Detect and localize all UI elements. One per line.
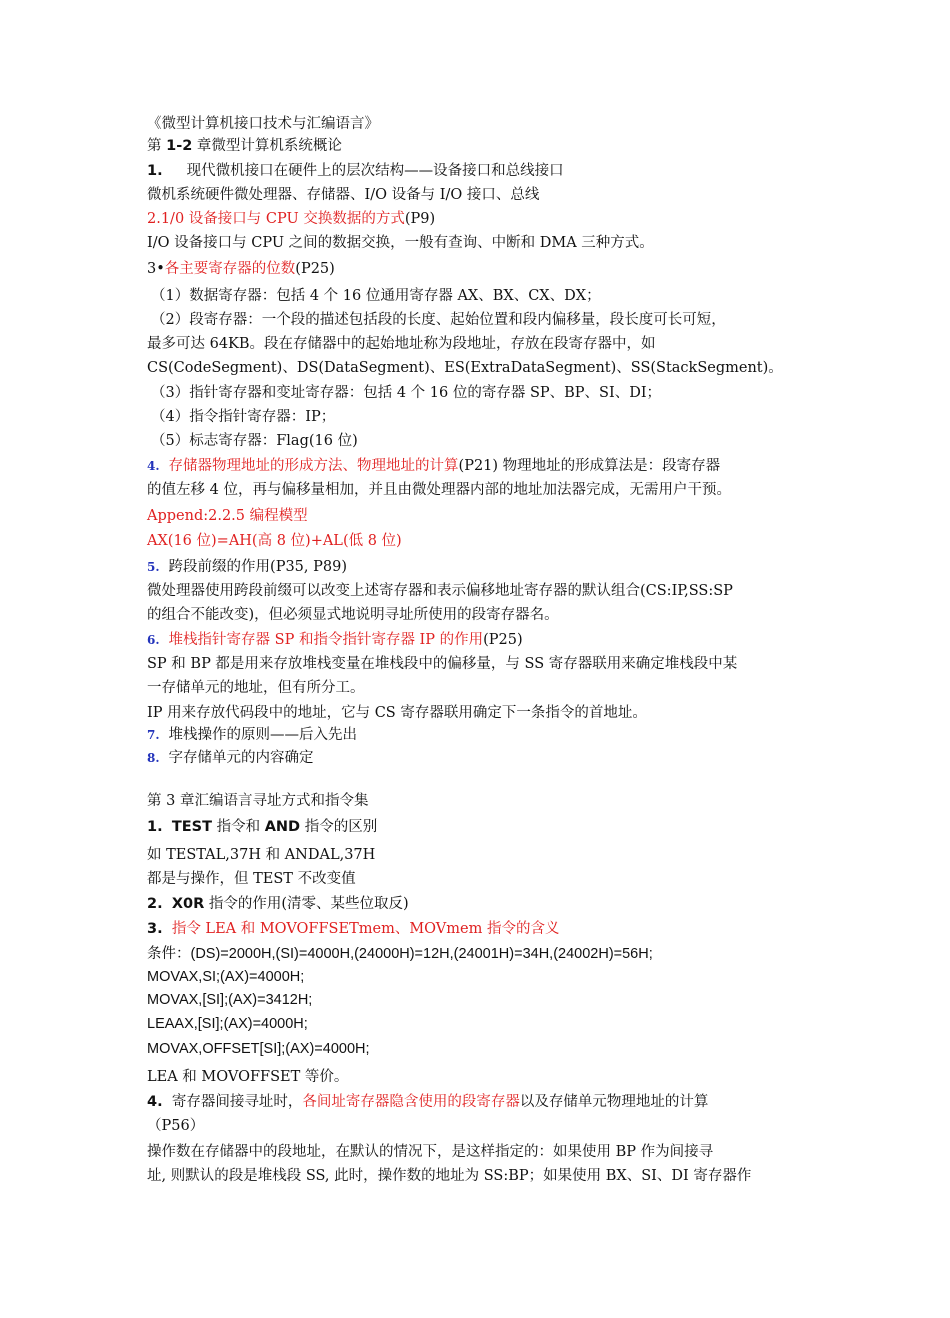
chapter-prefix: 第 bbox=[147, 138, 167, 154]
section-number: 4. bbox=[147, 459, 160, 473]
item-number: 3. bbox=[147, 921, 163, 937]
section-6-body-ip: IP 用来存放代码段中的地址，它与 CS 寄存器联用确定下一条指令的首地址。 bbox=[147, 705, 647, 721]
section-6-body-cont: 一存储单元的地址，但有所分工。 bbox=[147, 680, 365, 696]
section-number: 6. bbox=[147, 633, 160, 647]
page-ref: (P25) bbox=[295, 261, 335, 277]
item-text: 指令的作用(清零、某些位取反) bbox=[204, 896, 409, 912]
section-title: 堆栈指针寄存器 SP 和指令指针寄存器 IP 的作用 bbox=[168, 632, 484, 648]
section-6-body: SP 和 BP 都是用来存放堆栈变量在堆栈段中的偏移量，与 SS 寄存器联用来确定堆栈段中某 bbox=[147, 656, 738, 672]
section-text: (P21) 物理地址的形成算法是：段寄存器 bbox=[458, 458, 721, 474]
register-item-4: （4）指令指针寄存器：IP； bbox=[151, 409, 336, 425]
section-number: 1. bbox=[147, 163, 163, 179]
section-2-body: I/O 设备接口与 CPU 之间的数据交换，一般有查询、中断和 DMA 三种方式。 bbox=[147, 235, 654, 251]
item-keyword: X0R bbox=[171, 896, 205, 912]
code-line-2: MOVAX,[SI];(AX)=3412H; bbox=[147, 992, 313, 1008]
section-8-heading bbox=[147, 748, 314, 768]
section-number: 8. bbox=[147, 751, 160, 765]
item-3-conclusion: LEA 和 MOVOFFSET 等价。 bbox=[147, 1069, 349, 1085]
section-number: 5. bbox=[147, 560, 160, 574]
register-item-3: （3）指针寄存器和变址寄存器：包括 4 个 16 位的寄存器 SP、BP、SI、DI； bbox=[151, 385, 662, 401]
register-item-2: （2）段寄存器：一个段的描述包括段的长度、起始位置和段内偏移量，段长度可长可短， bbox=[151, 312, 726, 328]
item-text-red: 各间址寄存器隐含使用的段寄存器 bbox=[302, 1094, 520, 1110]
code-line-4: MOVAX,OFFSET[SI];(AX)=4000H; bbox=[147, 1041, 370, 1057]
item-1-heading bbox=[147, 817, 377, 837]
code-line-3: LEAAX,[SI];(AX)=4000H; bbox=[147, 1016, 308, 1032]
section-7-heading bbox=[147, 725, 357, 745]
item-2-heading bbox=[147, 894, 409, 914]
append-formula: AX(16 位)=AH(高 8 位)+AL(低 8 位) bbox=[147, 533, 402, 549]
section-number: 7. bbox=[147, 728, 160, 742]
item-4-heading bbox=[147, 1092, 708, 1112]
section-1-heading bbox=[147, 161, 564, 181]
register-item-2-cont: 最多可达 64KB。段在存储器中的起始地址称为段地址，存放在段寄存器中，如 bbox=[147, 336, 656, 352]
section-6-heading bbox=[147, 630, 523, 650]
page-ref: (P9) bbox=[404, 211, 436, 227]
chapter-suffix: 章汇编语言寻址方式和指令集 bbox=[175, 793, 369, 809]
section-title: 存储器物理地址的形成方法、物理地址的计算 bbox=[168, 458, 459, 474]
item-4-body-cont: 址, 则默认的段是堆栈段 SS, 此时，操作数的地址为 SS:BP；如果使用 BX、SI、DI 寄存器作 bbox=[147, 1168, 752, 1184]
chapter-prefix: 第 bbox=[147, 793, 167, 809]
section-5-heading bbox=[147, 557, 347, 577]
item-1-body-cont: 都是与操作，但 TEST 不改变值 bbox=[147, 871, 356, 887]
code-line-1: MOVAX,SI;(AX)=4000H; bbox=[147, 969, 305, 985]
chapter-suffix: 章微型计算机系统概论 bbox=[192, 138, 342, 154]
register-item-2-cont2: CS(CodeSegment)、DS(DataSegment)、ES(ExtraDataSegment)、SS(StackSegment)。 bbox=[147, 360, 783, 376]
item-text: 指令 LEA 和 MOVOFFSETmem、MOVmem 指令的含义 bbox=[171, 921, 560, 937]
item-number: 4. bbox=[147, 1094, 163, 1110]
register-item-1: （1）数据寄存器：包括 4 个 16 位通用寄存器 AX、BX、CX、DX； bbox=[151, 288, 601, 304]
section-5-body: 微处理器使用跨段前缀可以改变上述寄存器和表示偏移地址寄存器的默认组合(CS:IP,SS:SP bbox=[147, 583, 733, 599]
item-1-body: 如 TESTAL,37H 和 ANDAL,37H bbox=[147, 847, 376, 863]
item-text: 指令和 bbox=[211, 819, 265, 835]
section-title: 各主要寄存器的位数 bbox=[164, 261, 296, 277]
chapter-number: 3 bbox=[166, 793, 176, 809]
item-number: 1. bbox=[147, 819, 163, 835]
section-title: 2.1/0 设备接口与 CPU 交换数据的方式 bbox=[147, 211, 405, 227]
item-3-condition: 条件：(DS)=2000H,(SI)=4000H,(24000H)=12H,(24001H)=34H,(24002H)=56H; bbox=[147, 946, 653, 962]
section-1-body: 微机系统硬件微处理器、存储器、I/O 设备与 I/O 接口、总线 bbox=[147, 187, 540, 203]
section-title: 现代微机接口在硬件上的层次结构——设备接口和总线接口 bbox=[186, 163, 564, 179]
section-2-heading bbox=[147, 209, 435, 229]
item-number: 2. bbox=[147, 896, 163, 912]
section-4-heading bbox=[147, 456, 720, 476]
chapter-3-heading bbox=[147, 791, 368, 811]
item-text-2: 以及存储单元物理地址的计算 bbox=[519, 1094, 709, 1110]
append-heading: Append:2.2.5 编程模型 bbox=[147, 508, 308, 524]
section-title: 跨段前缀的作用(P35, P89) bbox=[168, 559, 347, 575]
section-5-body-cont: 的组合不能改变)，但必须显式地说明寻址所使用的段寄存器名。 bbox=[147, 607, 559, 623]
item-keyword-2: AND bbox=[264, 819, 301, 835]
item-4-body: 操作数在存储器中的段地址，在默认的情况下，是这样指定的：如果使用 BP 作为间接寻 bbox=[147, 1144, 714, 1160]
page-ref: (P25) bbox=[483, 632, 523, 648]
item-keyword: TEST bbox=[171, 819, 212, 835]
section-4-body: 的值左移 4 位，再与偏移量相加，并且由微处理器内部的地址加法器完成，无需用户干预。 bbox=[147, 482, 731, 498]
item-text: 寄存器间接寻址时， bbox=[171, 1094, 303, 1110]
section-title: 字存储单元的内容确定 bbox=[168, 750, 314, 766]
item-4-page-ref: （P56） bbox=[147, 1118, 205, 1134]
doc-title: 《微型计算机接口技术与汇编语言》 bbox=[147, 116, 379, 132]
chapter-number: 1-2 bbox=[166, 138, 193, 154]
section-number: 3• bbox=[147, 261, 165, 277]
item-text-2: 指令的区别 bbox=[300, 819, 378, 835]
item-3-heading bbox=[147, 919, 559, 939]
section-3-heading bbox=[147, 259, 335, 279]
register-item-5: （5）标志寄存器：Flag(16 位) bbox=[151, 433, 358, 449]
chapter-1-2-heading bbox=[147, 136, 342, 156]
section-title: 堆栈操作的原则——后入先出 bbox=[168, 727, 358, 743]
